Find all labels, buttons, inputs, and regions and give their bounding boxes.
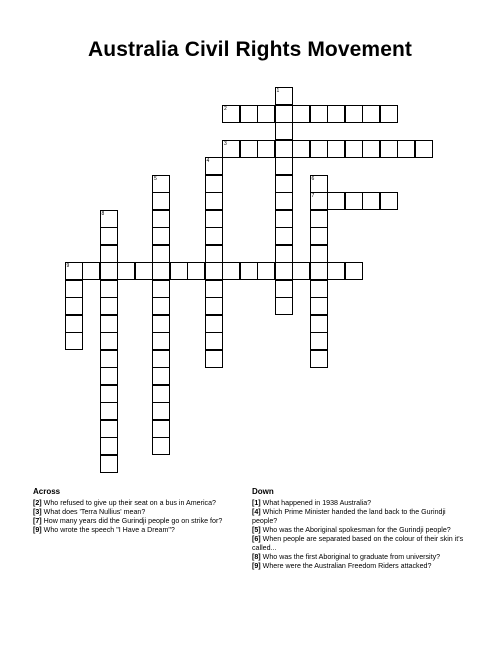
grid-cell[interactable]	[310, 245, 328, 263]
grid-cell[interactable]	[152, 367, 170, 385]
clue-number: [3]	[33, 508, 42, 516]
grid-cell[interactable]	[65, 280, 83, 298]
clue-text: Where were the Australian Freedom Riders attacked?	[262, 562, 432, 570]
grid-cell[interactable]	[222, 105, 240, 123]
grid-cell[interactable]	[135, 262, 153, 280]
clue-number: [9]	[33, 526, 42, 534]
down-clue	[252, 508, 467, 526]
grid-cell[interactable]	[310, 315, 328, 333]
grid-cell[interactable]	[205, 227, 223, 245]
clue-number-label: 6	[311, 175, 315, 182]
grid-cell[interactable]	[205, 350, 223, 368]
clue-text: How many years did the Gurindji people go on strike for?	[43, 517, 223, 525]
grid-cell[interactable]	[275, 175, 293, 193]
grid-cell[interactable]	[275, 105, 293, 123]
clue-text: Who was the first Aboriginal to graduate from university?	[262, 553, 441, 561]
grid-cell[interactable]	[275, 245, 293, 263]
down-heading: Down	[252, 487, 274, 496]
grid-cell[interactable]	[100, 385, 118, 403]
page-title: Australia Civil Rights Movement	[88, 38, 412, 61]
grid-cell[interactable]	[205, 157, 223, 175]
grid-cell[interactable]	[310, 175, 328, 193]
grid-cell[interactable]	[327, 105, 345, 123]
down-clue	[252, 562, 467, 571]
grid-cell[interactable]	[275, 297, 293, 315]
grid-cell[interactable]	[152, 402, 170, 420]
grid-cell[interactable]	[152, 192, 170, 210]
grid-cell[interactable]	[205, 175, 223, 193]
grid-cell[interactable]	[310, 350, 328, 368]
grid-cell[interactable]	[380, 192, 398, 210]
grid-cell[interactable]	[292, 140, 310, 158]
grid-cell[interactable]	[100, 315, 118, 333]
grid-cell[interactable]	[152, 297, 170, 315]
grid-cell[interactable]	[152, 262, 170, 280]
clue-text: Who refused to give up their seat on a bus in America?	[43, 499, 216, 507]
grid-cell[interactable]	[362, 140, 380, 158]
clue-number-label: 2	[224, 105, 227, 112]
grid-cell[interactable]	[327, 140, 345, 158]
grid-cell[interactable]	[65, 262, 83, 280]
down-clue	[252, 535, 467, 553]
grid-cell[interactable]	[292, 105, 310, 123]
grid-cell[interactable]	[205, 315, 223, 333]
grid-cell[interactable]	[82, 262, 100, 280]
grid-cell[interactable]	[327, 262, 345, 280]
clue-number-label: 5	[154, 175, 157, 182]
grid-cell[interactable]	[100, 437, 118, 455]
grid-cell[interactable]	[170, 262, 188, 280]
grid-cell[interactable]	[345, 262, 363, 280]
grid-cell[interactable]	[152, 315, 170, 333]
grid-cell[interactable]	[152, 350, 170, 368]
grid-cell[interactable]	[152, 175, 170, 193]
grid-cell[interactable]	[65, 315, 83, 333]
grid-cell[interactable]	[380, 105, 398, 123]
grid-cell[interactable]	[100, 455, 118, 473]
across-clue	[33, 508, 248, 517]
grid-cell[interactable]	[205, 332, 223, 350]
grid-cell[interactable]	[275, 210, 293, 228]
grid-cell[interactable]	[100, 402, 118, 420]
grid-cell[interactable]	[100, 350, 118, 368]
grid-cell[interactable]	[152, 245, 170, 263]
grid-cell[interactable]	[275, 157, 293, 175]
grid-cell[interactable]	[205, 192, 223, 210]
grid-cell[interactable]	[187, 262, 205, 280]
clue-number: [5]	[252, 526, 261, 534]
grid-cell[interactable]	[275, 87, 293, 105]
clue-number: [2]	[33, 499, 42, 507]
grid-cell[interactable]	[257, 105, 275, 123]
grid-cell[interactable]	[240, 105, 258, 123]
grid-cell[interactable]	[100, 227, 118, 245]
grid-cell[interactable]	[257, 262, 275, 280]
clue-text: When people are separated based on the colour of their skin it's called...	[252, 535, 464, 552]
grid-cell[interactable]	[100, 210, 118, 228]
grid-cell[interactable]	[310, 280, 328, 298]
grid-cell[interactable]	[345, 140, 363, 158]
grid-cell[interactable]	[310, 332, 328, 350]
grid-cell[interactable]	[397, 140, 415, 158]
across-clue	[33, 517, 248, 526]
down-clue	[252, 499, 467, 508]
grid-cell[interactable]	[310, 192, 328, 210]
grid-cell[interactable]	[380, 140, 398, 158]
grid-cell[interactable]	[240, 140, 258, 158]
clue-number-label: 7	[311, 193, 315, 199]
grid-cell[interactable]	[100, 262, 118, 280]
clue-number: [8]	[252, 553, 261, 561]
grid-cell[interactable]	[222, 140, 240, 158]
grid-cell[interactable]	[205, 280, 223, 298]
grid-cell[interactable]	[240, 262, 258, 280]
grid-cell[interactable]	[65, 297, 83, 315]
clue-text: Which Prime Minister handed the land back to the Gurindji people?	[252, 508, 446, 525]
across-clues	[33, 487, 248, 535]
clue-text: What does 'Terra Nullius' mean?	[43, 508, 146, 516]
clue-number: [7]	[33, 517, 42, 525]
grid-cell[interactable]	[310, 227, 328, 245]
grid-cell[interactable]	[310, 297, 328, 315]
grid-cell[interactable]	[152, 210, 170, 228]
grid-cell[interactable]	[222, 262, 240, 280]
grid-cell[interactable]	[362, 105, 380, 123]
down-clue	[252, 526, 467, 535]
grid-cell[interactable]	[275, 227, 293, 245]
grid-cell[interactable]	[100, 245, 118, 263]
down-clues	[252, 487, 467, 571]
clue-number: [9]	[252, 562, 261, 570]
grid-cell[interactable]	[65, 332, 83, 350]
clue-text: Who was the Aboriginal spokesman for the Gurindji people?	[262, 526, 451, 534]
grid-cell[interactable]	[257, 140, 275, 158]
grid-cell[interactable]	[100, 420, 118, 438]
clue-number-label: 1	[276, 88, 280, 94]
grid-cell[interactable]	[117, 262, 135, 280]
grid-cell[interactable]	[275, 122, 293, 140]
grid-cell[interactable]	[345, 192, 363, 210]
grid-cell[interactable]	[100, 297, 118, 315]
grid-cell[interactable]	[205, 262, 223, 280]
clue-number: [6]	[252, 535, 261, 543]
clue-number-label: 4	[206, 158, 210, 164]
grid-cell[interactable]	[275, 262, 293, 280]
grid-cell[interactable]	[205, 210, 223, 228]
grid-cell[interactable]	[275, 280, 293, 298]
down-clue	[252, 553, 467, 562]
grid-cell[interactable]	[310, 140, 328, 158]
grid-cell[interactable]	[152, 280, 170, 298]
across-heading: Across	[33, 487, 61, 496]
grid-cell[interactable]	[415, 140, 433, 158]
grid-cell[interactable]	[152, 437, 170, 455]
grid-cell[interactable]	[100, 280, 118, 298]
clue-number: [4]	[252, 508, 261, 516]
grid-cell[interactable]	[152, 227, 170, 245]
grid-cell[interactable]	[345, 105, 363, 123]
clue-text: Who wrote the speech "I Have a Dream"?	[43, 526, 175, 534]
grid-cell[interactable]	[310, 105, 328, 123]
grid-cell[interactable]	[152, 332, 170, 350]
grid-cell[interactable]	[275, 140, 293, 158]
grid-cell[interactable]	[205, 297, 223, 315]
grid-cell[interactable]	[100, 332, 118, 350]
grid-cell[interactable]	[152, 385, 170, 403]
grid-cell[interactable]	[362, 192, 380, 210]
grid-cell[interactable]	[205, 245, 223, 263]
grid-cell[interactable]	[310, 262, 328, 280]
across-clue	[33, 526, 248, 535]
grid-cell[interactable]	[275, 192, 293, 210]
clue-text: What happened in 1938 Australia?	[262, 499, 372, 507]
grid-cell[interactable]	[292, 262, 310, 280]
across-clue	[33, 499, 248, 508]
clue-number: [1]	[252, 499, 261, 507]
grid-cell[interactable]	[100, 367, 118, 385]
clue-number-label: 3	[224, 140, 227, 147]
grid-cell[interactable]	[327, 192, 345, 210]
grid-cell[interactable]	[310, 210, 328, 228]
grid-cell[interactable]	[152, 420, 170, 438]
clue-number-label: 8	[101, 210, 105, 217]
clue-number-label: 9	[66, 263, 70, 269]
